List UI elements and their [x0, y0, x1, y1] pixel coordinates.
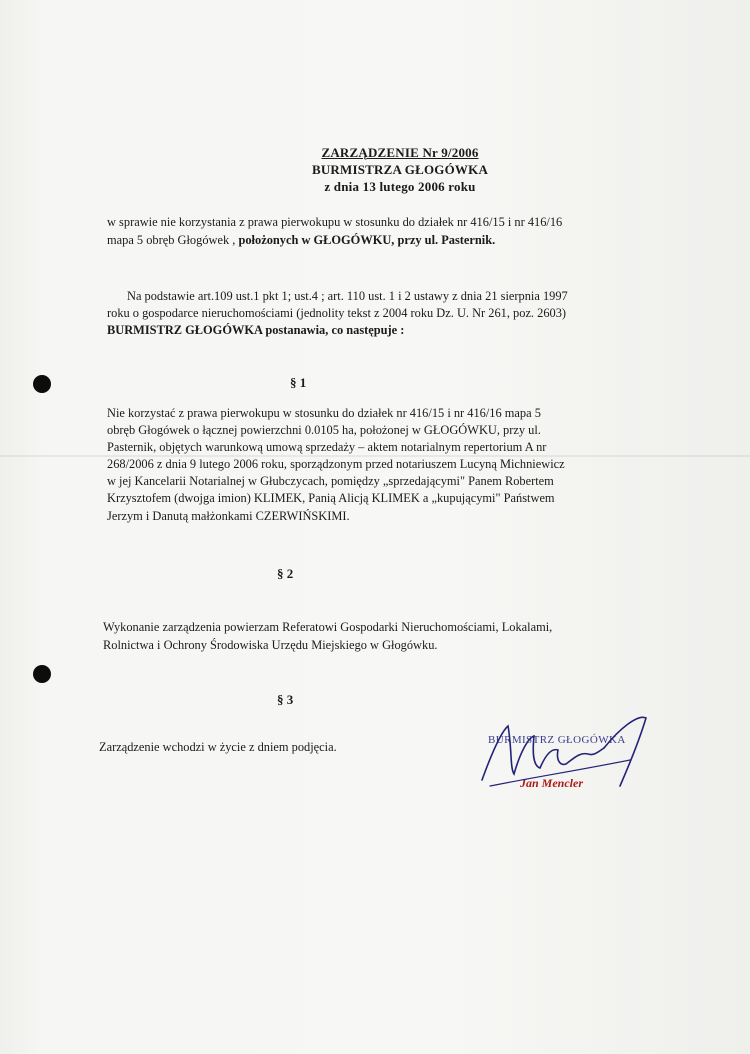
legal-basis-line-1: Na podstawie art.109 ust.1 pkt 1; ust.4 ; art. 110 ust. 1 i 2 ustawy z dnia 21 sierpnia 1997: [127, 289, 568, 303]
stamp-name: Jan Mencler: [520, 776, 583, 790]
section-1-line-3: Pasternik, objętych warunkową umową sprzedaży – aktem notarialnym repertorium A nr: [107, 440, 547, 454]
subject-line-2: mapa 5 obręb Głogówek , położonych w GŁOGÓWKU, przy ul. Pasternik.: [107, 233, 496, 247]
section-1-line-7: Jerzym i Danutą małżonkami CZERWIŃSKIMI.: [107, 509, 350, 523]
document-title: ZARZĄDZENIE Nr 9/2006: [321, 145, 479, 160]
punch-hole-icon: [33, 665, 51, 683]
section-1-line-5: w jej Kancelarii Notarialnej w Głubczycach, pomiędzy „sprzedającymi" Panem Robertem: [107, 474, 554, 488]
section-3-line-1: Zarządzenie wchodzi w życie z dniem podjęcia.: [99, 740, 337, 754]
issuing-authority: BURMISTRZA GŁOGÓWKA: [311, 162, 489, 177]
legal-basis-line-3: BURMISTRZ GŁOGÓWKA postanawia, co następuje :: [107, 323, 405, 337]
subject-line-1: w sprawie nie korzystania z prawa pierwokupu w stosunku do działek nr 416/15 i nr 416/16: [107, 215, 563, 229]
document-date: z dnia 13 lutego 2006 roku: [324, 179, 476, 194]
section-3-sign: § 3: [277, 692, 294, 707]
section-2-sign: § 2: [277, 566, 294, 581]
stamp-title: BURMISTRZ GŁOGÓWKA: [488, 734, 626, 746]
section-1-line-4: 268/2006 z dnia 9 lutego 2006 roku, sporządzonym przed notariuszem Lucyną Michniewicz: [107, 457, 565, 471]
section-2-line-1: Wykonanie zarządzenia powierzam Referatowi Gospodarki Nieruchomościami, Lokalami,: [103, 620, 553, 634]
section-1-sign: § 1: [290, 375, 307, 390]
section-1-line-2: obręb Głogówek o łącznej powierzchni 0.0105 ha, położonej w GŁOGÓWKU, przy ul.: [107, 423, 541, 437]
document-header: [250, 144, 550, 195]
handwritten-signature-icon: [470, 708, 660, 798]
section-2-line-2: Rolnictwa i Ochrony Środowiska Urzędu Miejskiego w Głogówku.: [103, 638, 438, 652]
section-1-line-1: Nie korzystać z prawa pierwokupu w stosunku do działek nr 416/15 i nr 416/16 mapa 5: [107, 406, 541, 420]
legal-basis-line-2: roku o gospodarce nieruchomościami (jednolity tekst z 2004 roku Dz. U. Nr 261, poz. 2603): [107, 306, 567, 320]
punch-hole-icon: [33, 375, 51, 393]
section-1-line-6: Krzysztofem (dwojga imion) KLIMEK, Panią Alicją KLIMEK a „kupującymi" Państwem: [107, 491, 555, 505]
